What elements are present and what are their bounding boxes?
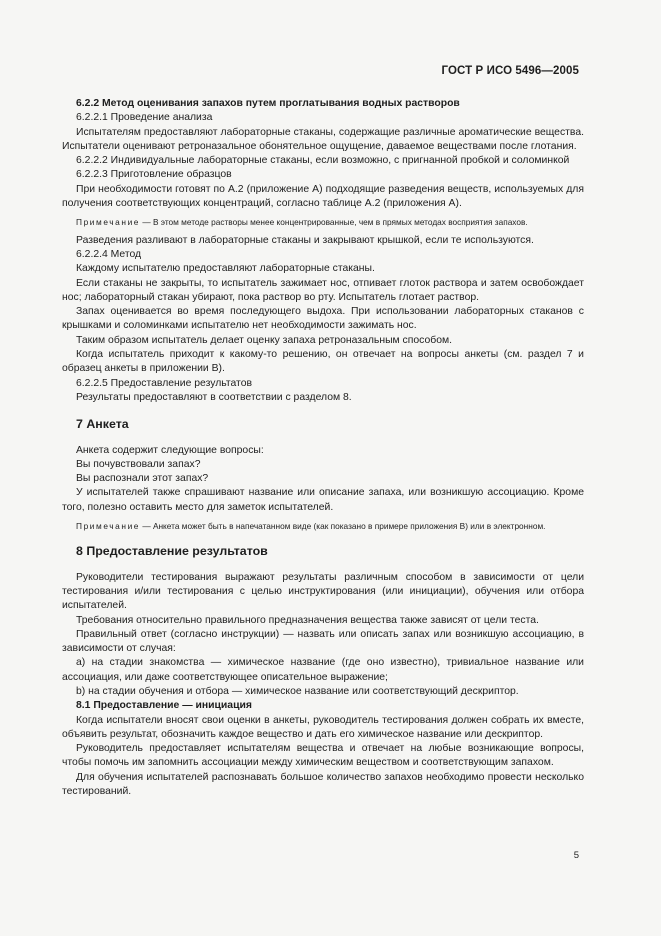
paragraph: Если стаканы не закрыты, то испытатель зажимает нос, отпивает глоток раствора и затем освобождает нос; лабораторный стакан убирают, пока раствор во рту. Испытатель глотает раствор.: [62, 277, 584, 303]
section-title-8: 8 Предоставление результатов: [76, 544, 268, 559]
note-6-2-2-3: [62, 216, 584, 228]
subheading-6-2-2-4: 6.2.2.4 Метод: [76, 248, 142, 260]
note-text: — Анкета может быть в напечатанном виде (как показано в примере приложения В) или в электронном.: [140, 521, 546, 532]
page-content: [62, 97, 584, 799]
paragraph: Анкета содержит следующие вопросы:: [76, 444, 264, 456]
question-item: Вы почувствовали запах?: [76, 458, 201, 470]
paragraph: Запах оценивается во время последующего выдоха. При использовании лабораторных стаканов с крышками и соломинками испытателю нет необходимости зажимать нос.: [62, 306, 584, 332]
note-7: [62, 520, 584, 532]
paragraph: Правильный ответ (согласно инструкции) — назвать или описать запах или возникшую ассоциацию, в зависимости от случая:: [62, 628, 584, 655]
paragraph: Каждому испытателю предоставляют лабораторные стаканы.: [76, 263, 375, 275]
note-label: Примечание: [76, 217, 141, 228]
paragraph: Результаты предоставляют в соответствии с разделом 8.: [76, 391, 352, 403]
paragraph: Руководители тестирования выражают результаты различным способом в зависимости от цели тестирования и/или тестирования с целью инструктирования (или инициации), обучения или отбора испытателей.: [62, 571, 584, 612]
heading-6-2-2: 6.2.2 Метод оценивания запахов путем проглатывания водных растворов: [76, 98, 460, 109]
standard-header: ГОСТ Р ИСО 5496—2005: [441, 65, 579, 77]
paragraph: Руководитель предоставляет испытателям вещества и отвечает на любые возникающие вопросы, чтобы помочь им запомнить ассоциации между химическим веществом и соответствующим запахом.: [62, 743, 584, 769]
note-text: — В этом методе растворы менее концентрированные, чем в прямых методах восприятия запахов.: [140, 217, 528, 228]
paragraph: Испытателям предоставляют лабораторные стаканы, содержащие различные ароматические вещества. Испытатели оценивают ретроназальное обонятельное ощущение, даваемое веществами после глотания.: [62, 126, 584, 152]
page-number: 5: [573, 850, 579, 861]
paragraph: При необходимости готовят по А.2 (приложение А) подходящие разведения веществ, используемых для получения соответствующих концентраций, согласно таблице А.2 (приложения А).: [62, 183, 584, 210]
subheading-6-2-2-3: 6.2.2.3 Приготовление образцов: [76, 169, 232, 181]
list-item-b: b) на стадии обучения и отбора — химическое название или соответствующий дескриптор.: [76, 685, 519, 697]
subheading-6-2-2-1: 6.2.2.1 Проведение анализа: [76, 112, 213, 124]
paragraph: Когда испытатель приходит к какому-то решению, он отвечает на вопросы анкеты (см. раздел 7 и образец анкеты в приложении В).: [62, 349, 584, 375]
paragraph: Требования относительно правильного предназначения вещества также зависят от цели теста.: [76, 614, 539, 626]
subheading-6-2-2-2: 6.2.2.2 Индивидуальные лабораторные стаканы, если возможно, с пригнанной пробкой и соломинкой: [76, 155, 570, 167]
subheading-6-2-2-5: 6.2.2.5 Предоставление результатов: [76, 377, 252, 389]
heading-8-1: 8.1 Предоставление — инициация: [76, 700, 252, 712]
paragraph: Для обучения испытателей распознавать большое количество запахов необходимо провести несколько тестирований.: [62, 771, 584, 798]
paragraph: Когда испытатели вносят свои оценки в анкеты, руководитель тестирования должен собрать их вместе, объявить результат, обозначить каждое вещество и дать его химическое название или дескриптор.: [62, 714, 584, 740]
paragraph: Разведения разливают в лабораторные стаканы и закрывают крышкой, если те используются.: [76, 234, 534, 246]
paragraph: У испытателей также спрашивают название или описание запаха, или возникшую ассоциацию. Кроме того, полезно оставить место для заметок испытателей.: [62, 487, 584, 513]
question-item: Вы распознали этот запах?: [76, 473, 209, 485]
section-title-7: 7 Анкета: [76, 417, 129, 432]
note-label: Примечание: [76, 521, 141, 532]
list-item-a: а) на стадии знакомства — химическое название (где оно известно), тривиальное название или ассоциация, или даже соответствующее описательное выражение;: [62, 657, 584, 683]
paragraph: Таким образом испытатель делает оценку запаха ретроназальным способом.: [76, 334, 453, 346]
